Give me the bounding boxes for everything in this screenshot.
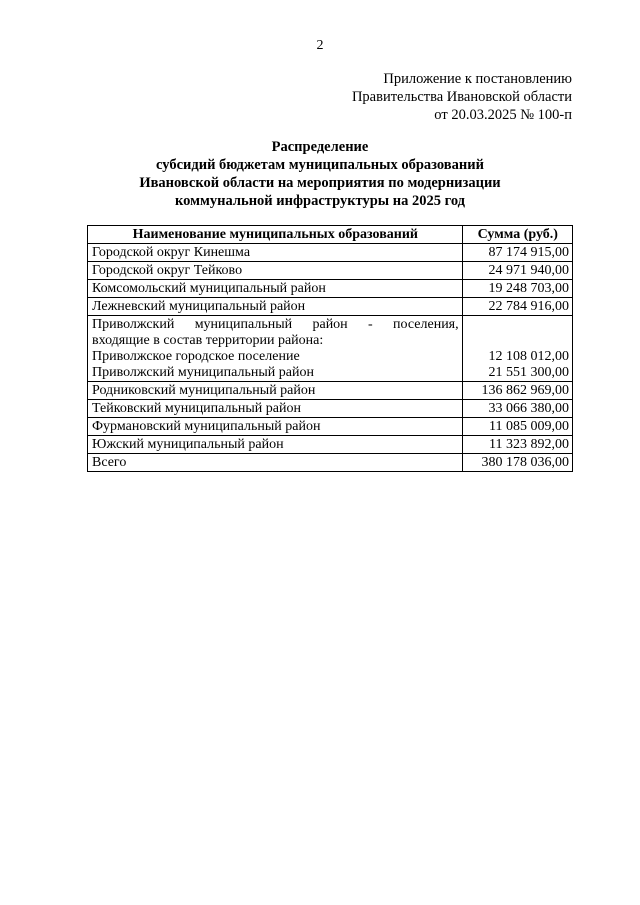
appendix-line-1: Приложение к постановлению xyxy=(383,71,572,87)
row-name: Тейковский муниципальный район xyxy=(88,400,463,418)
row-sum: 87 174 915,00 xyxy=(462,244,572,262)
title-line-3: Ивановской области на мероприятия по модернизации xyxy=(139,175,501,191)
privolzhsky-sub1-name: Приволжское городское поселение xyxy=(92,349,300,364)
table-row xyxy=(88,280,573,298)
appendix-line-2: Правительства Ивановской области xyxy=(351,89,572,105)
row-name-privolzhsky xyxy=(88,316,463,382)
title-line-4: коммунальной инфраструктуры на 2025 год xyxy=(175,193,465,209)
document-title xyxy=(0,138,640,210)
row-sum-privolzhsky xyxy=(462,316,572,382)
row-name: Комсомольский муниципальный район xyxy=(88,280,463,298)
row-sum: 19 248 703,00 xyxy=(462,280,572,298)
table-row xyxy=(88,244,573,262)
table-row xyxy=(88,298,573,316)
table-row xyxy=(88,400,573,418)
row-sum: 11 323 892,00 xyxy=(462,436,572,454)
total-name: Всего xyxy=(88,454,463,472)
row-sum: 22 784 916,00 xyxy=(462,298,572,316)
subsidy-table xyxy=(87,225,573,472)
row-sum: 11 085 009,00 xyxy=(462,418,572,436)
privolzhsky-sub2-sum: 21 551 300,00 xyxy=(488,365,569,380)
privolzhsky-sub1-sum: 12 108 012,00 xyxy=(488,349,569,364)
header-sum: Сумма (руб.) xyxy=(462,226,572,244)
row-name: Родниковский муниципальный район xyxy=(88,382,463,400)
row-name: Фурмановский муниципальный район xyxy=(88,418,463,436)
table-row xyxy=(88,418,573,436)
table-row xyxy=(88,262,573,280)
table-row xyxy=(88,382,573,400)
table-header-row xyxy=(88,226,573,244)
title-line-2: субсидий бюджетам муниципальных образований xyxy=(156,157,484,173)
row-name: Городской округ Кинешма xyxy=(88,244,463,262)
privolzhsky-intro-line-1: Приволжский муниципальный район - поселения, xyxy=(92,317,459,332)
table-row xyxy=(88,436,573,454)
total-sum: 380 178 036,00 xyxy=(462,454,572,472)
page-number: 2 xyxy=(316,38,324,53)
appendix-line-3: от 20.03.2025 № 100-п xyxy=(434,107,572,123)
privolzhsky-intro-line-2: входящие в состав территории района: xyxy=(92,333,324,348)
row-sum: 24 971 940,00 xyxy=(462,262,572,280)
appendix-reference xyxy=(352,70,572,124)
table-total-row xyxy=(88,454,573,472)
row-name: Городской округ Тейково xyxy=(88,262,463,280)
title-line-1: Распределение xyxy=(271,139,369,155)
row-sum: 136 862 969,00 xyxy=(462,382,572,400)
row-name: Лежневский муниципальный район xyxy=(88,298,463,316)
table-row-privolzhsky xyxy=(88,316,573,382)
privolzhsky-sub2-name: Приволжский муниципальный район xyxy=(92,365,314,380)
row-name: Южский муниципальный район xyxy=(88,436,463,454)
row-sum: 33 066 380,00 xyxy=(462,400,572,418)
header-name: Наименование муниципальных образований xyxy=(88,226,463,244)
